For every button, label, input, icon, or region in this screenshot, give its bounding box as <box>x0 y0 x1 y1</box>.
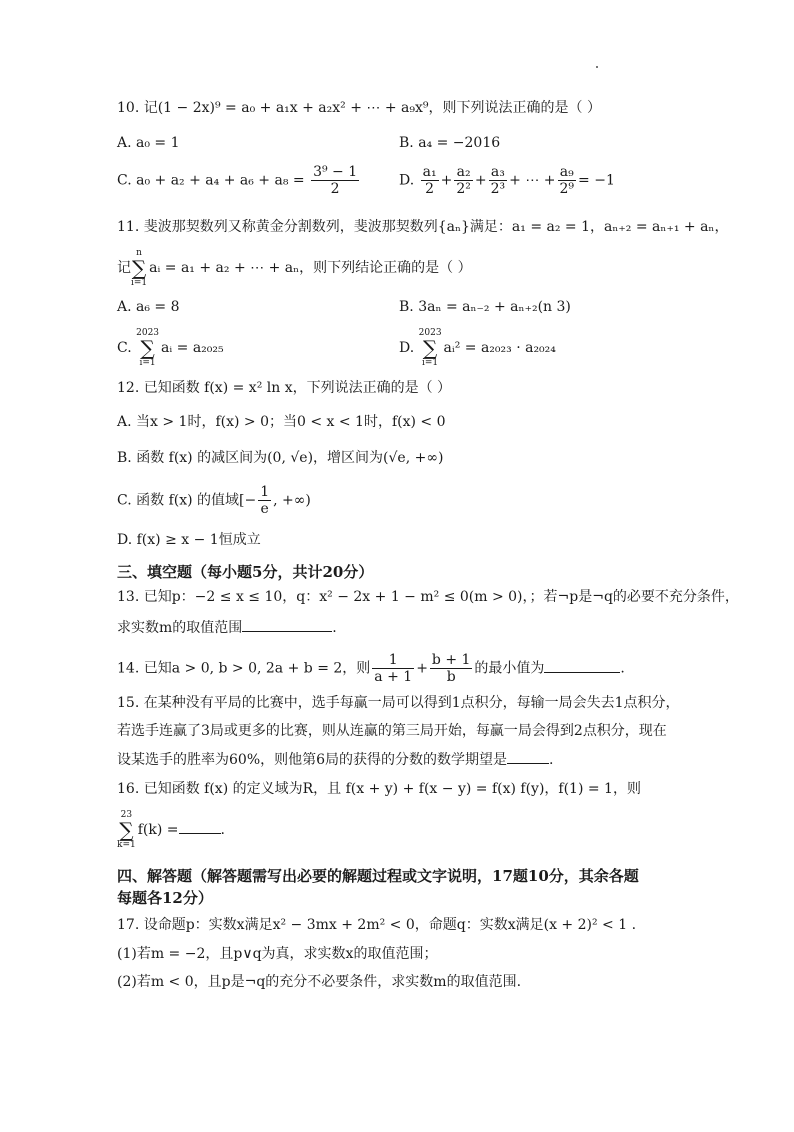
fraction-numerator: a₂ <box>454 164 473 181</box>
q11-option-d-label: D. <box>399 340 415 356</box>
q15-line2: 若选手连赢了3局或更多的比赛，则从连赢的第三局开始，每赢一局会得到2点积分，现在 <box>117 723 667 739</box>
q11-option-d-text: aᵢ² = a₂₀₂₃ · a₂₀₂₄ <box>443 340 556 356</box>
q12-option-c[interactable] <box>117 484 311 517</box>
q11-option-c-text: aᵢ = a₂₀₂₅ <box>161 340 224 356</box>
sum-upper-limit: 2023 <box>418 328 442 338</box>
answer-blank[interactable] <box>179 819 221 834</box>
fraction-numerator: b + 1 <box>431 652 471 668</box>
q10-option-d[interactable]: D. $\frac{\text{a₁}}{2}$ + $\frac{\text{a₂}}{\text{2²}}$ + $\frac{\text{a₃}}{\text{2³}}$ + ⋯ + $\frac{\text{a₉}}{\text{2⁹}}$ = −1 <box>399 164 615 197</box>
sum-lower-limit: k=1 <box>117 840 136 850</box>
q10-option-c-fraction <box>311 164 359 197</box>
q10-stem-formula: (1 − 2x)⁹ = a₀ + a₁x + a₂x² + ⋯ + a₉x⁹ <box>157 100 429 116</box>
fraction-numerator: 1 <box>372 652 414 669</box>
q12-stem: 12. 已知函数 f(x) = x² ln x，下列说法正确的是（ ） <box>117 380 452 396</box>
plus-sign: + <box>416 660 428 677</box>
q17-stem: 17. 设命题p：实数x满足x² − 3mx + 2m² < 0，命题q：实数x满足(x + 2)² < 1 . <box>117 917 637 933</box>
q17-part1: (1)若m = −2，且p∨q为真，求实数x的取值范围； <box>117 946 438 962</box>
q13-line1: 13. 已知p：−2 ≤ x ≤ 10，q：x² − 2x + 1 − m² ≤ 0(m > 0)，；若¬p是¬q的必要不充分条件， <box>117 589 739 605</box>
summation-symbol: n ∑ i=1 <box>131 248 148 288</box>
q16-line2 <box>117 810 225 850</box>
q11-stem-line1: 11. 斐波那契数列又称黄金分割数列，斐波那契数列{aₙ}满足：a₁ = a₂ = 1，aₙ₊₂ = aₙ₊₁ + aₙ， <box>117 219 729 235</box>
q14-line <box>117 652 625 685</box>
q11-option-a[interactable]: A. a₆ = 8 <box>117 299 180 315</box>
answer-blank[interactable] <box>507 749 549 764</box>
q13-line2-text: 求实数m的取值范围 <box>117 620 243 636</box>
fraction <box>421 164 439 197</box>
summation-symbol: 23 ∑ k=1 <box>117 810 136 850</box>
q13-end: . <box>332 620 337 636</box>
fraction <box>258 484 271 517</box>
fraction-denominator: 2³ <box>490 181 506 197</box>
section-4-heading-line2: 每题各12分） <box>117 889 213 907</box>
q10-option-c-text: C. a₀ + a₂ + a₄ + a₆ + a₈ = <box>117 172 305 189</box>
q12-option-d[interactable]: D. f(x) ≥ x − 1恒成立 <box>117 532 261 548</box>
q16-end: . <box>220 822 225 838</box>
q11-option-b[interactable]: B. 3aₙ = aₙ₋₂ + aₙ₊₂(n 3) <box>399 299 571 315</box>
fraction-numerator: a₁ <box>422 164 437 180</box>
section-4-heading-line1: 四、解答题（解答题需写出必要的解题过程或文字说明，17题10分，其余各题 <box>117 867 639 885</box>
q12-option-b[interactable]: B. 函数 f(x) 的减区间为(0, √e)，增区间为(√e, +∞) <box>117 450 444 466</box>
fraction-numerator: a₉ <box>558 164 577 181</box>
q11-option-c-label: C. <box>117 340 132 356</box>
answer-blank[interactable] <box>242 617 332 632</box>
q14-pre: 14. 已知a > 0, b > 0, 2a + b = 2，则 <box>117 660 371 677</box>
fraction <box>558 164 577 197</box>
fraction-numerator: 3⁹ − 1 <box>313 164 358 180</box>
sum-lower-limit: i=1 <box>422 358 439 368</box>
fraction-denominator: 2 <box>330 181 340 197</box>
sum-upper-limit: 2023 <box>136 328 160 338</box>
q11-stem-post: aᵢ = a₁ + a₂ + ⋯ + aₙ，则下列结论正确的是（ ） <box>149 260 472 276</box>
q11-stem-line2 <box>117 248 472 288</box>
fraction <box>489 164 508 197</box>
fraction-denominator: b <box>446 669 456 685</box>
sum-lower-limit: i=1 <box>139 358 156 368</box>
q12-option-c-post: , +∞) <box>273 492 311 509</box>
fraction-denominator: a + 1 <box>374 669 413 685</box>
q15-end: . <box>549 752 554 768</box>
sum-upper-limit: n <box>136 248 142 258</box>
q15-line3-text: 设某选手的胜率为60%，则他第6局的获得的分数的数学期望是 <box>117 752 508 768</box>
fraction <box>430 652 473 685</box>
q10-option-c[interactable] <box>117 164 361 197</box>
summation-symbol: 2023 ∑ i=1 <box>136 328 160 368</box>
section-3-heading: 三、填空题（每小题5分，共计20分） <box>117 563 374 581</box>
q11-option-d[interactable] <box>399 328 556 368</box>
q15-line1: 15. 在某种没有平局的比赛中，选手每赢一局可以得到1点积分，每输一局会失去1点积分， <box>117 695 680 711</box>
q10-stem-post: ，则下列说法正确的是（ ） <box>428 100 601 116</box>
q10-option-a[interactable]: A. a₀ = 1 <box>117 135 180 151</box>
q10-stem <box>117 98 601 118</box>
fraction-denominator: e <box>260 501 269 517</box>
q14-post: 的最小值为 <box>474 660 545 677</box>
fraction-numerator: 1 <box>260 484 270 500</box>
q14-end: . <box>620 660 625 677</box>
q16-line1: 16. 已知函数 f(x) 的定义域为R，且 f(x + y) + f(x − y) = f(x) f(y)，f(1) = 1，则 <box>117 781 641 797</box>
q16-line2-text: f(k) = <box>137 822 179 838</box>
summation-symbol: 2023 ∑ i=1 <box>418 328 442 368</box>
q10-option-d-tail: = −1 <box>578 172 615 189</box>
q12-option-a[interactable]: A. 当x > 1时，f(x) > 0；当0 < x < 1时，f(x) < 0 <box>117 414 446 430</box>
sum-upper-limit: 23 <box>120 810 133 820</box>
scan-speck <box>596 66 598 68</box>
q13-line2 <box>117 617 337 638</box>
fraction <box>372 652 414 685</box>
fraction-numerator: a₃ <box>489 164 508 181</box>
sum-lower-limit: i=1 <box>131 278 148 288</box>
q15-line3 <box>117 749 553 770</box>
q10-option-b[interactable]: B. a₄ = −2016 <box>399 135 501 151</box>
fraction-denominator: 2² <box>456 181 471 197</box>
q12-option-c-pre: C. 函数 f(x) 的值域[− <box>117 492 257 509</box>
q10-option-d-label: D. <box>399 172 415 189</box>
fraction-denominator: 2⁹ <box>559 181 575 197</box>
q11-stem-pre: 记 <box>117 260 131 276</box>
answer-blank[interactable] <box>544 658 620 673</box>
q11-option-c[interactable] <box>117 328 224 368</box>
q10-stem-pre: 10. 记 <box>117 100 158 116</box>
q17-part2: (2)若m < 0，且p是¬q的充分不必要条件，求实数m的取值范围. <box>117 974 522 990</box>
fraction <box>454 164 473 197</box>
fraction-denominator: 2 <box>425 181 435 197</box>
ellipsis: + ⋯ + <box>509 172 556 189</box>
